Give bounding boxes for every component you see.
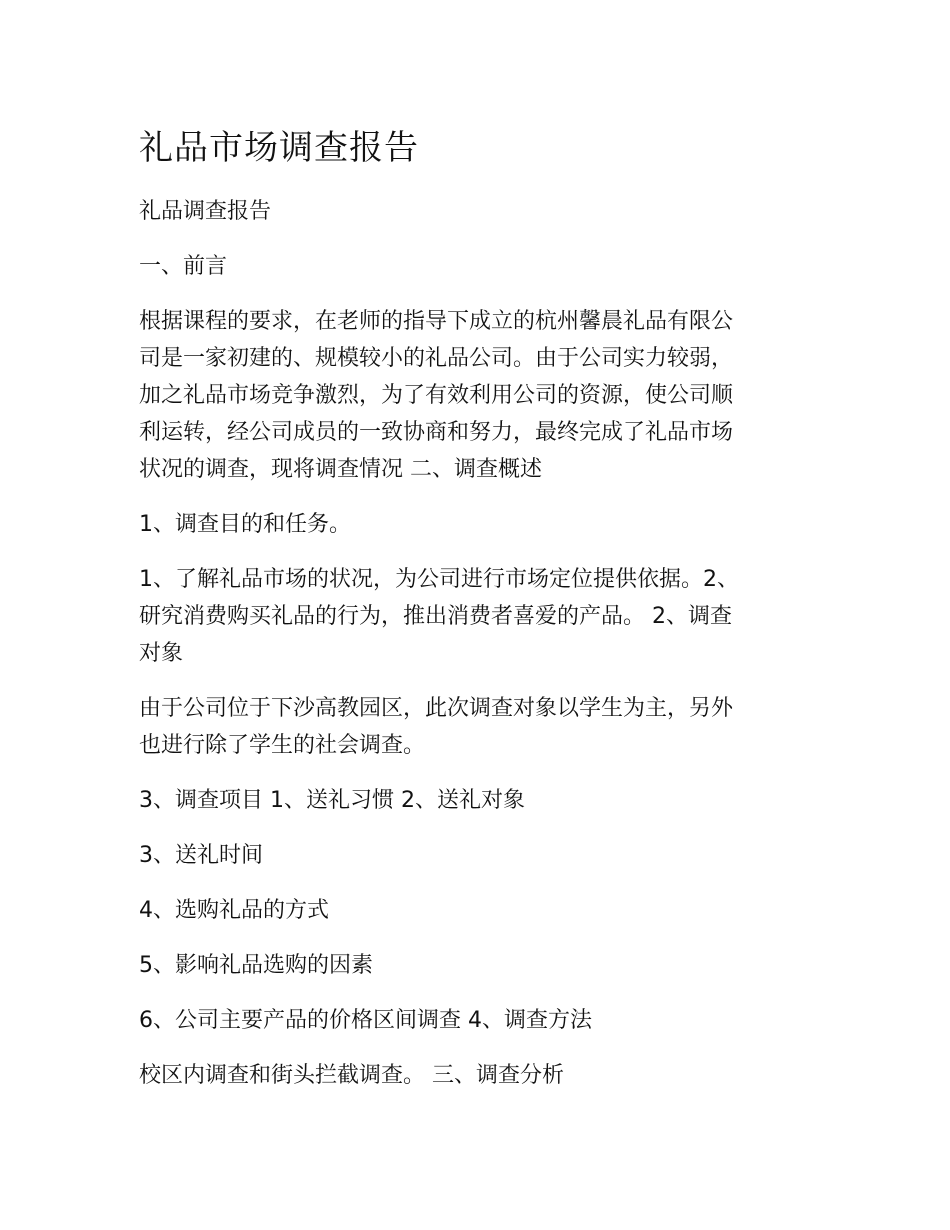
- paragraph-purpose-heading: [139, 506, 809, 543]
- paragraph-purpose-body: [139, 561, 809, 672]
- paragraph-survey-items: [139, 782, 809, 819]
- paragraph-line: 加之礼品市场竞争激烈，为了有效利用公司的资源，使公司顺: [139, 383, 734, 408]
- paragraph-survey-target: [139, 690, 809, 764]
- paragraph-preface-body: [139, 303, 809, 488]
- paragraph-line: 根据课程的要求，在老师的指导下成立的杭州馨晨礼品有限公: [139, 309, 734, 334]
- paragraph-subtitle: [139, 193, 809, 230]
- paragraph-line: 5、影响礼品选购的因素: [139, 953, 373, 978]
- paragraph-line: 一、前言: [139, 254, 228, 279]
- paragraph-item-price: [139, 1002, 809, 1039]
- paragraph-line: 状况的调查，现将调查情况 二、调查概述: [139, 457, 542, 482]
- paragraph-item-method: [139, 892, 809, 929]
- paragraph-line: 4、选购礼品的方式: [139, 898, 329, 923]
- paragraph-line: 对象: [139, 641, 184, 666]
- paragraph-line: 研究消费购买礼品的行为，推出消费者喜爱的产品。 2、调查: [139, 604, 732, 629]
- paragraph-line: 利运转，经公司成员的一致协商和努力，最终完成了礼品市场: [139, 420, 734, 445]
- paragraph-item-time: [139, 837, 809, 874]
- document-body: [139, 122, 809, 1094]
- paragraph-line: 6、公司主要产品的价格区间调查 4、调查方法: [139, 1008, 592, 1033]
- paragraph-line: 司是一家初建的、规模较小的礼品公司。由于公司实力较弱，: [139, 346, 734, 371]
- paragraph-line: 也进行除了学生的社会调查。: [139, 733, 426, 758]
- paragraph-line: 1、了解礼品市场的状况，为公司进行市场定位提供依据。2、: [139, 567, 739, 592]
- paragraph-line: 由于公司位于下沙高教园区，此次调查对象以学生为主，另外: [139, 696, 734, 721]
- paragraph-item-factors: [139, 947, 809, 984]
- section-heading-preface: [139, 248, 809, 285]
- paragraph-line: 礼品调查报告: [139, 199, 272, 224]
- paragraph-line: 1、调查目的和任务。: [139, 512, 351, 537]
- paragraph-line: 3、调查项目 1、送礼习惯 2、送礼对象: [139, 788, 525, 813]
- document-title: 礼品市场调查报告: [139, 128, 419, 168]
- paragraph-survey-method: [139, 1057, 809, 1094]
- paragraph-line: 校区内调查和街头拦截调查。 三、调查分析: [139, 1063, 564, 1088]
- paragraph-line: 3、送礼时间: [139, 843, 263, 868]
